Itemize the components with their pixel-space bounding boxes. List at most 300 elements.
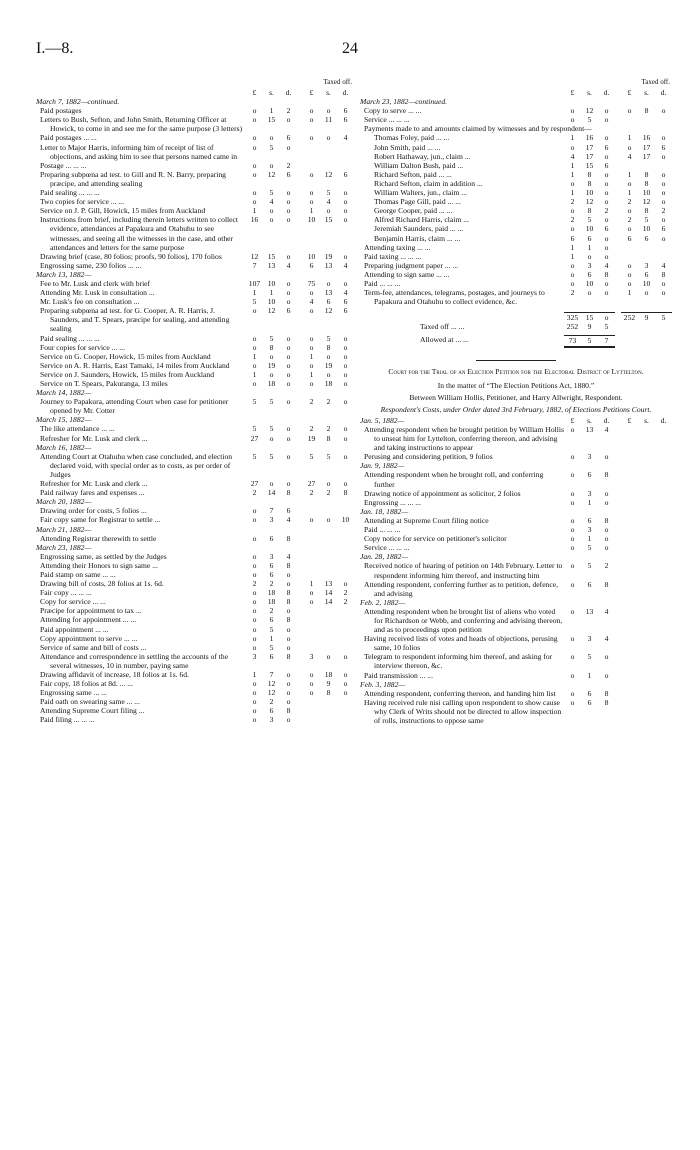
amount-cell: o: [286, 333, 291, 343]
entry-description: Telegram to respondent informing him thereof, and asking for interview thereon, &c.: [364, 652, 553, 671]
entry-description: Service on J. Saunders, Howick, 15 miles from Auckland: [40, 369, 214, 379]
taxed-off-heading-right: Taxed off.: [641, 78, 670, 86]
amount-cell: 3: [269, 715, 274, 725]
right-entries-b: [360, 416, 672, 725]
amount-cell: o: [604, 242, 609, 252]
taxed-amount-cell: o: [309, 597, 314, 607]
date-heading: [360, 598, 672, 607]
total-pence: o: [598, 312, 615, 322]
col-pence: d.: [285, 88, 292, 97]
amount-cell: o: [286, 251, 291, 261]
amount-cell: o: [570, 106, 575, 116]
amount-cell: 8: [269, 342, 274, 352]
amount-cell: 27: [250, 433, 259, 443]
entry-row: [36, 552, 354, 561]
entry-description: Attending Registrar therewith to settle: [40, 533, 157, 543]
entry-description: Attending Mr. Lusk in consultation ...: [40, 288, 155, 298]
taxed-amount-cell: 1: [309, 369, 314, 379]
allowed-shillings: 5: [581, 335, 598, 347]
entry-description: Drawing affidavit of increase, 18 folios at 1s. 6d.: [40, 670, 189, 679]
entry-row: [360, 133, 672, 142]
amount-cell: 6: [587, 233, 592, 243]
taxed-amount-cell: o: [343, 369, 348, 379]
entry-row: [360, 534, 672, 543]
amount-cell: o: [252, 115, 257, 125]
entry-description: Thomas Foley, paid ... ...: [374, 133, 450, 143]
taxed-amount-cell: 6: [326, 297, 331, 307]
amount-cell: o: [252, 506, 257, 516]
amount-cell: o: [269, 206, 274, 216]
amount-cell: o: [570, 224, 575, 234]
amount-cell: 18: [267, 379, 276, 388]
entry-description: Attending at Supreme Court filing notice: [364, 515, 489, 525]
col-pounds: £: [570, 88, 575, 97]
taxed-amount-cell: 15: [324, 215, 333, 225]
amount-cell: o: [604, 178, 609, 188]
entry-description: Engrossing same, as settled by the Judges: [40, 551, 167, 561]
entry-row: [36, 488, 354, 497]
amount-cell: o: [252, 551, 257, 561]
amount-cell: o: [252, 642, 257, 652]
taxed-amount-cell: o: [326, 133, 331, 143]
allowed-pence: 7: [598, 335, 615, 347]
amount-cell: o: [286, 697, 291, 707]
taxed-amount-cell: o: [343, 397, 348, 407]
amount-cell: 1: [252, 206, 257, 216]
amount-cell: 17: [585, 151, 594, 161]
amount-cell: s.: [587, 415, 592, 425]
entry-row: [36, 288, 354, 297]
total-taxed-pence: 5: [655, 312, 672, 322]
amount-cell: o: [252, 560, 257, 570]
entry-description: Paid ... ... ...: [364, 278, 401, 288]
taxed-amount-cell: 17: [642, 151, 651, 161]
entry-row: [36, 261, 354, 270]
entry-row: [360, 425, 672, 452]
taxed-amount-cell: o: [661, 188, 666, 198]
entry-description: Benjamin Harris, claim ... ...: [374, 233, 461, 243]
entry-description: Paid postages ... ...: [40, 133, 97, 143]
entry-row: [360, 561, 672, 579]
amount-cell: o: [570, 115, 575, 125]
date-heading: [36, 388, 354, 397]
date-heading: [360, 680, 672, 689]
amount-cell: 8: [587, 178, 592, 188]
taxed-amount-cell: 8: [644, 206, 649, 216]
amount-cell: 1: [269, 106, 274, 116]
taxed-amount-cell: o: [343, 688, 348, 698]
entry-description: Refresher for Mr. Lusk and clerk ...: [40, 479, 148, 489]
amount-cell: 5: [252, 424, 257, 434]
amount-cell: o: [252, 569, 257, 579]
amount-cell: o: [286, 679, 291, 689]
amount-cell: 4: [604, 260, 609, 270]
entry-row: [360, 188, 672, 197]
entry-row: [36, 643, 354, 652]
amount-cell: 7: [252, 260, 257, 270]
col-shillings: s.: [587, 88, 592, 97]
entry-row: [36, 397, 354, 415]
amount-cell: 5: [269, 624, 274, 634]
entry-description: Copy for service ... ...: [40, 597, 106, 607]
entry-description: Term-fee, attendances, telegrams, postages, and journeys to Papakura and Otahuhu to collect evidence, &c.: [364, 288, 545, 307]
amount-cell: o: [604, 278, 609, 288]
entry-description: Service on T. Spears, Pakuranga, 13 miles: [40, 379, 168, 388]
right-column: [360, 78, 672, 725]
entry-row: [360, 106, 672, 115]
amount-cell: £: [570, 415, 575, 425]
amount-cell: o: [269, 215, 274, 225]
entry-row: [36, 115, 354, 133]
amount-cell: 6: [286, 133, 291, 143]
amount-cell: o: [252, 379, 257, 388]
right-entries-a: [360, 97, 672, 306]
amount-cell: o: [286, 670, 291, 679]
entry-description: Drawing order for costs, 5 folios ...: [40, 506, 147, 516]
amount-cell: o: [286, 624, 291, 634]
amount-cell: 6: [587, 470, 592, 480]
entry-row: [36, 615, 354, 624]
amount-cell: 1: [570, 188, 575, 198]
amount-cell: 1: [570, 160, 575, 170]
taxed-amount-cell: o: [644, 288, 649, 298]
taxed-amount-cell: o: [343, 379, 348, 388]
date-heading: [36, 543, 354, 552]
col-taxed-pence: d.: [660, 88, 667, 97]
amount-cell: o: [286, 379, 291, 388]
left-entries: [36, 97, 354, 724]
taxed-off-shillings: 9: [587, 322, 592, 332]
taxed-amount-cell: 10: [307, 215, 316, 225]
taxed-amount-cell: 1: [309, 206, 314, 216]
date-label: Feb. 2, 1882—: [360, 597, 406, 607]
amount-cell: o: [604, 452, 609, 462]
entry-description: Paid railway fares and expenses ...: [40, 488, 145, 498]
entry-description: Paid oath on swearing same ... ...: [40, 697, 140, 707]
entry-description: Attending respondent when he brought petition by William Hollis to unseat him for Lyttelton, conferring thereon, and advising and taking instructions to appear: [364, 425, 564, 453]
entry-row: [36, 534, 354, 543]
amount-cell: o: [570, 579, 575, 589]
amount-cell: 8: [604, 688, 609, 698]
amount-cell: 2: [570, 215, 575, 225]
entry-row: [36, 679, 354, 688]
total-pounds: 325: [564, 312, 581, 322]
amount-cell: 6: [587, 579, 592, 589]
taxed-amount-cell: 1: [309, 579, 314, 589]
entry-description: Fee to Mr. Lusk and clerk with brief: [40, 278, 151, 288]
entry-row: [360, 261, 672, 270]
entry-description: Attending for appointment ... ...: [40, 615, 137, 625]
taxed-amount-cell: o: [309, 360, 314, 370]
amount-cell: 8: [286, 615, 291, 625]
taxed-amount-cell: 8: [644, 106, 649, 116]
amount-cell: o: [286, 278, 291, 288]
amount-cell: 2: [286, 106, 291, 116]
entry-description: Paid sealing ... ... ...: [40, 333, 100, 343]
entry-description: Received notice of hearing of petition on 14th February. Letter to respondent informing him thereof, and instructing him: [364, 561, 563, 580]
entry-description: Service ... ... ...: [364, 543, 410, 553]
entry-description: William Walters, jun., claim ...: [374, 188, 468, 198]
amount-cell: 6: [269, 651, 274, 661]
amount-cell: o: [252, 188, 257, 198]
amount-cell: 14: [267, 488, 276, 498]
col-shillings: s.: [269, 88, 274, 97]
amount-cell: o: [286, 142, 291, 152]
taxed-amount-cell: o: [309, 670, 314, 679]
taxed-amount-cell: £: [627, 415, 632, 425]
taxed-amount-cell: 4: [343, 133, 348, 143]
amount-cell: o: [604, 215, 609, 225]
taxed-amount-cell: o: [309, 379, 314, 388]
entry-description: Four copies for service ... ...: [40, 342, 125, 352]
taxed-amount-cell: 14: [324, 588, 333, 598]
taxed-amount-cell: o: [309, 679, 314, 689]
amount-cell: o: [269, 351, 274, 361]
amount-cell: o: [252, 197, 257, 207]
amount-cell: o: [604, 106, 609, 116]
amount-cell: 15: [585, 160, 594, 170]
amount-cell: o: [252, 306, 257, 316]
amount-cell: o: [269, 369, 274, 379]
taxed-amount-cell: 6: [343, 115, 348, 125]
entry-description: Fair copy same for Registrar to settle ...: [40, 515, 161, 525]
taxed-amount-cell: 11: [324, 115, 333, 125]
date-label: March 7, 1882—continued.: [36, 97, 120, 107]
entry-description: Paid stamp on same ... ...: [40, 569, 116, 579]
date-heading: [36, 497, 354, 506]
amount-cell: o: [269, 160, 274, 170]
amount-cell: 13: [585, 425, 594, 434]
entry-description: Præcipe for appointment to tax ...: [40, 606, 142, 616]
entry-description: Copy appointment to serve ... ...: [40, 633, 138, 643]
entry-row: [360, 215, 672, 224]
taxed-amount-cell: 9: [326, 679, 331, 689]
taxed-amount-cell: 2: [309, 397, 314, 407]
entry-row: [360, 543, 672, 552]
amount-cell: 1: [570, 251, 575, 261]
amount-cell: 6: [269, 533, 274, 543]
amount-cell: o: [286, 288, 291, 298]
amount-cell: o: [286, 369, 291, 379]
taxed-amount-cell: o: [343, 342, 348, 352]
amount-cell: 8: [587, 206, 592, 216]
amount-cell: o: [604, 233, 609, 243]
amount-cell: 5: [269, 188, 274, 198]
amount-cell: o: [604, 251, 609, 261]
amount-cell: o: [604, 151, 609, 161]
taxed-amount-cell: o: [326, 106, 331, 116]
amount-cell: o: [286, 569, 291, 579]
entry-row: [36, 334, 354, 343]
amount-cell: 4: [269, 197, 274, 207]
entry-row: [36, 106, 354, 115]
taxed-amount-cell: 5: [644, 215, 649, 225]
taxed-amount-cell: o: [627, 142, 632, 152]
entry-description: Attending to sign same ... ...: [364, 269, 450, 279]
entry-row: [36, 606, 354, 615]
entry-description: Having received lists of votes and heads of objections, perusing same, 10 folios: [364, 634, 558, 653]
amount-cell: o: [252, 688, 257, 698]
entry-row: [36, 206, 354, 215]
taxed-amount-cell: o: [343, 197, 348, 207]
amount-cell: 7: [269, 506, 274, 516]
entry-row: [360, 170, 672, 179]
taxed-amount-cell: 8: [343, 488, 348, 498]
amount-cell: 8: [604, 269, 609, 279]
amount-cell: o: [570, 452, 575, 462]
col-pence: d.: [603, 88, 610, 97]
amount-cell: 6: [269, 615, 274, 625]
entry-row: [36, 133, 354, 142]
entry-row: [36, 706, 354, 715]
amount-cell: 5: [269, 424, 274, 434]
entry-row: [36, 143, 354, 161]
entry-description: Fair copy, 18 folios at 8d. ... ...: [40, 679, 133, 689]
taxed-amount-cell: o: [343, 360, 348, 370]
amount-cell: 1: [269, 288, 274, 298]
entry-row: [360, 270, 672, 279]
date-heading: [360, 416, 672, 425]
taxed-amount-cell: o: [343, 670, 348, 679]
taxed-amount-cell: o: [326, 278, 331, 288]
amount-cell: 8: [604, 470, 609, 480]
amount-cell: 6: [604, 160, 609, 170]
amount-cell: o: [570, 561, 575, 571]
amount-cell: o: [269, 433, 274, 443]
taxed-amount-cell: o: [326, 206, 331, 216]
amount-cell: 16: [250, 215, 259, 225]
amount-cell: 13: [585, 606, 594, 616]
taxed-amount-cell: 5: [309, 451, 314, 461]
date-heading: [36, 525, 354, 534]
court-title: Court for the Trial of an Election Petition for the Electoral District of Lyttelton.: [388, 366, 644, 376]
entry-description: Paid taxing ... ... ...: [364, 251, 422, 261]
entry-row: [360, 252, 672, 261]
entry-row: [36, 161, 354, 170]
entry-description: Richard Sefton, claim in addition ...: [374, 178, 483, 188]
amount-cell: 1: [252, 369, 257, 379]
entry-row: [36, 506, 354, 515]
amount-cell: o: [252, 515, 257, 525]
date-heading: [36, 415, 354, 424]
taxed-amount-cell: 2: [326, 424, 331, 434]
entry-row: [36, 588, 354, 597]
amount-cell: 4: [570, 151, 575, 161]
entry-description: Preparing subpœna ad test. for G. Cooper, A. R. Harris, J. Saunders, and T. Spears, præcipe for sealing, and attending sealing: [40, 306, 230, 334]
amount-cell: 3: [587, 488, 592, 498]
amount-cell: 4: [604, 606, 609, 616]
taxed-amount-cell: o: [661, 233, 666, 243]
amount-cell: 1: [570, 133, 575, 143]
amount-cell: 5: [269, 451, 274, 461]
taxed-amount-cell: 6: [343, 306, 348, 316]
amount-cell: o: [604, 534, 609, 544]
amount-cell: 1: [269, 633, 274, 643]
entry-row: [36, 215, 354, 251]
amount-cell: 8: [604, 515, 609, 525]
taxed-amount-cell: s.: [644, 415, 649, 425]
amount-cell: o: [604, 115, 609, 125]
amount-cell: o: [570, 425, 575, 434]
amount-cell: o: [252, 606, 257, 616]
allowed-row: [360, 335, 672, 347]
taxed-off-pounds: 252: [566, 322, 579, 332]
entry-row: [36, 688, 354, 697]
entry-description: Drawing notice of appointment as solicitor, 2 folios: [364, 488, 521, 498]
entry-row: [360, 452, 672, 461]
entry-row: [36, 170, 354, 188]
taxed-amount-cell: o: [309, 115, 314, 125]
taxed-off-heading: Taxed off.: [323, 78, 352, 86]
amount-cell: 2: [252, 579, 257, 589]
taxed-amount-cell: 8: [644, 178, 649, 188]
amount-cell: o: [286, 479, 291, 489]
entry-description: Paid appointment ... ...: [40, 624, 109, 634]
col-taxed-shillings: s.: [644, 88, 649, 97]
taxed-amount-cell: o: [309, 288, 314, 298]
amount-cell: 12: [267, 688, 276, 698]
taxed-amount-cell: o: [343, 433, 348, 443]
amount-cell: 6: [269, 569, 274, 579]
amount-cell: 1: [587, 670, 592, 680]
entry-description: Journey to Papakura, attending Court when case for petitioner opened by Mr. Cotter: [40, 397, 229, 416]
amount-cell: o: [286, 351, 291, 361]
amount-cell: 12: [250, 251, 259, 261]
amount-cell: o: [570, 142, 575, 152]
entry-description: John Smith, paid ... ...: [374, 142, 441, 152]
amount-cell: o: [286, 424, 291, 434]
amount-cell: 2: [269, 606, 274, 616]
entry-row: [36, 352, 354, 361]
entry-row: [36, 570, 354, 579]
taxed-amount-cell: o: [661, 178, 666, 188]
amount-cell: 8: [286, 651, 291, 661]
amount-cell: 6: [570, 233, 575, 243]
taxed-amount-cell: 6: [644, 269, 649, 279]
taxed-amount-cell: 6: [343, 106, 348, 116]
entry-row: [36, 561, 354, 570]
entry-description: Having received rule nisi calling upon respondent to show cause why Clerk of Writs should not be directed to allow inspection of rolls, instructions to oppose same: [364, 697, 562, 725]
taxed-amount-cell: o: [309, 342, 314, 352]
amount-cell: 2: [252, 488, 257, 498]
amount-cell: 6: [587, 269, 592, 279]
amount-cell: 6: [269, 706, 274, 716]
entry-description: Attending respondent when he brought list of aliens who voted for Richardson or Webb, and conferring and advising thereon, and as to proceedings upon petition: [364, 606, 563, 635]
taxed-amount-cell: 2: [661, 206, 666, 216]
taxed-amount-cell: 1: [627, 133, 632, 143]
amount-cell: o: [286, 642, 291, 652]
amount-cell: 10: [585, 188, 594, 198]
parties-line: Between William Hollis, Petitioner, and Harry Allwright, Respondent.: [409, 392, 623, 402]
taxed-amount-cell: o: [343, 651, 348, 661]
entry-description: Robert Hathaway, jun., claim ...: [374, 151, 471, 161]
col-pounds: £: [252, 88, 257, 97]
amount-cell: 6: [587, 688, 592, 698]
court-heading: [360, 367, 672, 414]
amount-cell: o: [570, 488, 575, 498]
amount-cell: 15: [267, 115, 276, 125]
taxed-amount-cell: 13: [324, 288, 333, 298]
entry-description: Refresher for Mr. Lusk and clerk ...: [40, 433, 148, 443]
amount-cell: o: [269, 133, 274, 143]
taxed-amount-cell: o: [627, 224, 632, 234]
taxed-amount-cell: 2: [326, 397, 331, 407]
amount-cell: 8: [286, 588, 291, 598]
taxed-amount-cell: d.: [660, 415, 667, 425]
date-heading: [36, 97, 354, 106]
amount-cell: 8: [286, 560, 291, 570]
amount-cell: o: [252, 169, 257, 179]
